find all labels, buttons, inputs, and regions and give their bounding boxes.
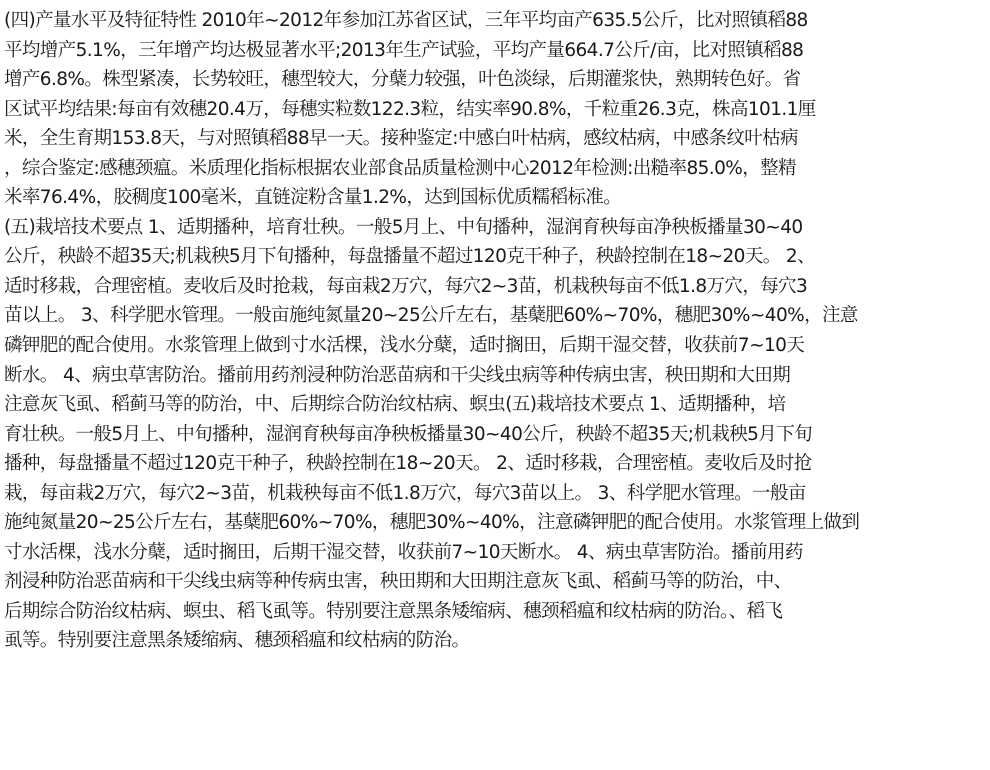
text-line: 后期综合防治纹枯病、螟虫、稻飞虱等。特别要注意黑条矮缩病、穗颈稻瘟和纹枯病的防治。、稻飞	[4, 600, 783, 622]
text-line: 米率76.4%，胶稠度100毫米，直链淀粉含量1.2%，达到国标优质糯稻标准。	[4, 187, 622, 209]
text-line: 播种，每盘播量不超过120克干种子，秧龄控制在18~20天。 2、适时移栽，合理密植。麦收后及时抢	[4, 453, 812, 475]
text-line: 米，全生育期153.8天，与对照镇稻88早一天。接种鉴定:中感白叶枯病，感纹枯病，中感条纹叶枯病	[4, 128, 798, 150]
text-line: 适时移栽，合理密植。麦收后及时抢栽，每亩栽2万穴，每穴2~3苗，机栽秧每亩不低1.8万穴，每穴3	[4, 275, 808, 297]
text-line: 增产6.8%。株型紧凑，长势较旺，穗型较大，分蘖力较强，叶色淡绿，后期灌浆快，熟期转色好。省	[4, 69, 801, 91]
text-line: 施纯氮量20~25公斤左右，基蘖肥60%~70%，穗肥30%~40%，注意磷钾肥的配合使用。水浆管理上做到	[4, 512, 860, 534]
text-line: 寸水活棵，浅水分蘖，适时搁田，后期干湿交替，收获前7~10天断水。 4、病虫草害防治。播前用药	[4, 541, 803, 563]
text-line: (四)产量水平及特征特性 2010年~2012年参加江苏省区试，三年平均亩产635.5公斤，比对照镇稻88	[4, 10, 808, 31]
document-body	[4, 6, 986, 656]
text-line: 区试平均结果:每亩有效穗20.4万，每穗实粒数122.3粒，结实率90.8%，千粒重26.3克，株高101.1厘	[4, 98, 816, 120]
text-line: 剂浸种防治恶苗病和干尖线虫病等种传病虫害，秧田期和大田期注意灰飞虱、稻蓟马等的防治，中、	[4, 571, 792, 593]
text-line: 苗以上。 3、科学肥水管理。一般亩施纯氮量20~25公斤左右，基蘖肥60%~70%，穗肥30%~40%，注意	[4, 305, 858, 327]
text-line: 断水。 4、病虫草害防治。播前用药剂浸种防治恶苗病和干尖线虫病等种传病虫害，秧田期和大田期	[4, 364, 791, 386]
text-line: 平均增产5.1%，三年增产均达极显著水平;2013年生产试验，平均产量664.7公斤/亩，比对照镇稻88	[4, 39, 804, 61]
text-line: 栽，每亩栽2万穴，每穴2~3苗，机栽秧每亩不低1.8万穴，每穴3苗以上。 3、科学肥水管理。一般亩	[4, 482, 806, 504]
text-line: 公斤，秧龄不超35天;机栽秧5月下旬播种，每盘播量不超过120克干种子，秧龄控制在18~20天。 2、	[4, 246, 815, 268]
text-line: (五)栽培技术要点 1、适期播种，培育壮秧。一般5月上、中旬播种，湿润育秧每亩净秧板播量30~40	[4, 216, 803, 238]
text-line: 磷钾肥的配合使用。水浆管理上做到寸水活棵，浅水分蘖，适时搁田，后期干湿交替，收获前7~10天	[4, 335, 805, 357]
text-line: ，综合鉴定:感穗颈瘟。米质理化指标根据农业部食品质量检测中心2012年检测:出糙率85.0%，整精	[4, 157, 796, 179]
text-line: 虱等。特别要注意黑条矮缩病、穗颈稻瘟和纹枯病的防治。	[4, 630, 470, 652]
text-line: 注意灰飞虱、稻蓟马等的防治，中、后期综合防治纹枯病、螟虫(五)栽培技术要点 1、适期播种，培	[4, 394, 786, 416]
text-line: 育壮秧。一般5月上、中旬播种，湿润育秧每亩净秧板播量30~40公斤，秧龄不超35天;机栽秧5月下旬	[4, 423, 813, 445]
